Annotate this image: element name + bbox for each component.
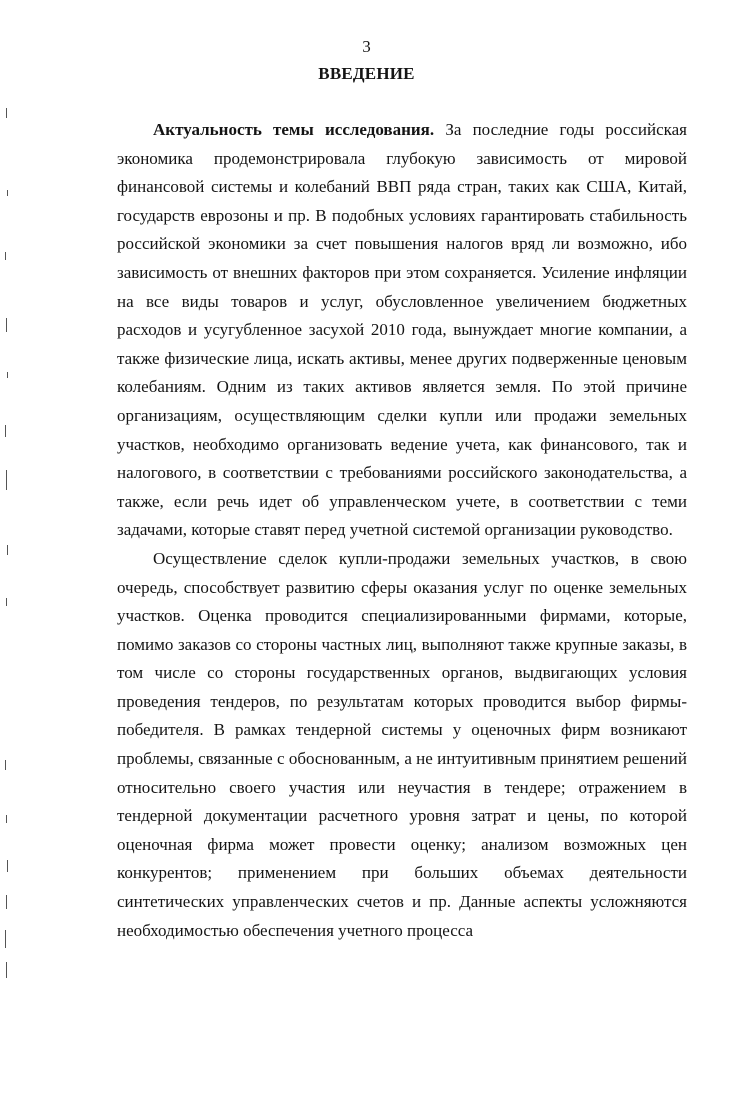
page-number: 3: [362, 37, 371, 56]
paragraph-1: [117, 116, 687, 545]
body-text: [117, 116, 687, 945]
section-heading: ВВЕДЕНИЕ: [318, 64, 415, 83]
paragraph-2: Осуществление сделок купли-продажи земельных участков, в свою очередь, способствует развитию сферы оказания услуг по оценке земельных участков. Оценка проводится специализированными фирмами, которые, помимо заказов со стороны частных лиц, выполняют также крупные заказы, в том числе со стороны государственных органов, выдвигающих условия проведения тендеров, по результатам которых проводится выбор фирмы-победителя. В рамках тендерной системы у оценочных фирм возникают проблемы, связанные с обоснованным, а не интуитивным принятием решений относительно своего участия или неучастия в тендере; отражением в тендерной документации расчетного уровня затрат и цены, по которой оценочная фирма может провести оценку; анализом возможных цен конкурентов; применением при больших объемах деятельности синтетических управленческих счетов и пр. Данные аспекты усложняются необходимостью обеспечения учетного процесса: [117, 548, 687, 940]
scan-edge-marks: [0, 0, 14, 1100]
paragraph-text: За последние годы российская экономика продемонстрировала глубокую зависимость от мировой финансовой системы и колебаний ВВП ряда стран, таких как США, Китай, государств еврозоны и пр. В подобных условиях гарантировать стабильность российской экономики за счет повышения налогов вряд ли возможно, ибо зависимость от внешних факторов при этом сохраняется. Усиление инфляции на все виды товаров и услуг, обусловленное увеличением бюджетных расходов и усугубленное засухой 2010 года, вынуждает многие компании, а также физические лица, искать активы, менее других подверженные ценовым колебаниям. Одним из таких активов является земля. По этой причине организациям, осуществляющим сделки купли или продажи земельных участков, необходимо организовать ведение учета, как финансового, так и налогового, в соответствии с требованиями российского законодательства, а также, если речь идет об управленческом учете, в соответствии с теми задачами, которые ставят перед учетной системой организации руководство.: [117, 120, 688, 540]
paragraph-lead: Актуальность темы исследования.: [153, 120, 435, 139]
